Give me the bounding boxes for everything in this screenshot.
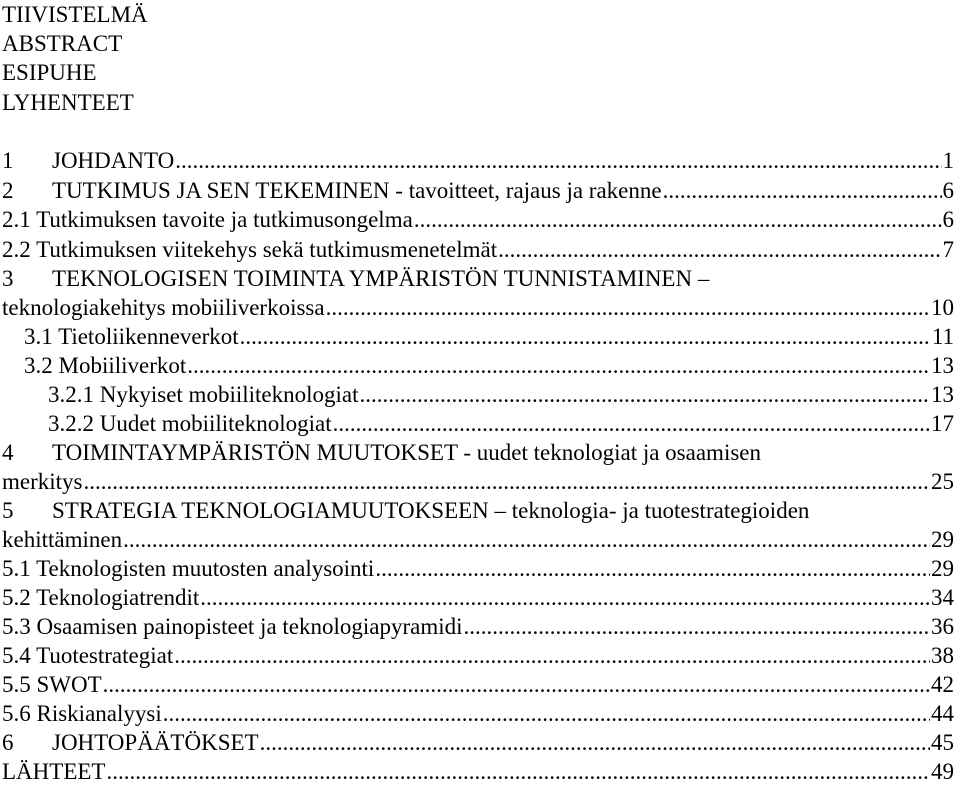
toc-title: kehittäminen <box>2 527 123 552</box>
toc-entry-5-6[interactable] <box>2 699 954 728</box>
toc-entry-4[interactable] <box>2 438 954 467</box>
toc-title: 2.2 Tutkimuksen viitekehys sekä tutkimusmenetelmät <box>2 237 498 262</box>
toc-entry-5-2[interactable] <box>2 583 954 612</box>
toc-number: 3 <box>2 266 14 291</box>
toc-leader <box>464 612 930 641</box>
front-matter-esipuhe[interactable]: ESIPUHE <box>2 60 97 85</box>
toc-page: 38 <box>931 643 954 668</box>
toc-page: 29 <box>931 527 954 552</box>
toc-title: 5.3 Osaamisen painopisteet ja teknologiapyramidi <box>2 614 463 639</box>
toc-page: 45 <box>931 730 954 755</box>
toc-leader <box>375 554 930 583</box>
toc-title: 2.1 Tutkimuksen tavoite ja tutkimusongelma <box>2 207 413 232</box>
toc-leader <box>175 146 941 175</box>
toc-entry-4-continued[interactable] <box>2 467 954 496</box>
toc-entry-3-2-2[interactable] <box>2 409 954 438</box>
toc-entry-3[interactable] <box>2 264 954 293</box>
toc-leader <box>187 351 930 380</box>
toc-leader <box>163 699 930 728</box>
front-matter-abstract[interactable]: ABSTRACT <box>2 31 123 56</box>
toc-leader <box>663 176 942 205</box>
toc-title: 5.1 Teknologisten muutosten analysointi <box>2 556 375 581</box>
toc-page: 13 <box>931 353 954 378</box>
toc-page: 42 <box>931 672 954 697</box>
toc-entry-3-2-1[interactable] <box>2 380 954 409</box>
toc-leader <box>414 205 942 234</box>
toc-entry-3-1[interactable] <box>2 322 954 351</box>
toc-entry-5-4[interactable] <box>2 641 954 670</box>
toc-number: 5 <box>2 498 14 523</box>
toc-title: 5.4 Tuotestrategiat <box>2 643 174 668</box>
toc-page: 1 <box>942 148 954 173</box>
toc-entry-5[interactable] <box>2 496 954 525</box>
front-matter-tiivistelma[interactable]: TIIVISTELMÄ <box>2 2 148 27</box>
toc-leader <box>123 525 930 554</box>
toc-entry-5-1[interactable] <box>2 554 954 583</box>
toc-page: 6 <box>942 207 954 232</box>
toc-title: JOHTOPÄÄTÖKSET <box>52 730 259 755</box>
toc-entry-3-continued[interactable] <box>2 293 954 322</box>
toc-title: LÄHTEET <box>2 759 106 784</box>
toc-entry-2-1[interactable] <box>2 205 954 234</box>
toc-leader <box>326 293 930 322</box>
toc-leader <box>103 670 930 699</box>
toc-page: 17 <box>931 411 954 436</box>
toc-entry-2-2[interactable] <box>2 235 954 264</box>
toc-page: 49 <box>931 759 954 784</box>
toc-page: 36 <box>931 614 954 639</box>
toc-number: 6 <box>2 730 14 755</box>
toc-title: TUTKIMUS JA SEN TEKEMINEN - tavoitteet, rajaus ja rakenne <box>52 178 662 203</box>
toc-title: TEKNOLOGISEN TOIMINTA YMPÄRISTÖN TUNNISTAMINEN – <box>52 266 710 291</box>
toc-page: 34 <box>931 585 954 610</box>
toc-leader <box>260 728 930 757</box>
toc-title: 5.5 SWOT <box>2 672 102 697</box>
toc-page: 29 <box>931 556 954 581</box>
toc-entry-6[interactable] <box>2 728 954 757</box>
toc-entry-2[interactable] <box>2 176 954 205</box>
toc-title: teknologiakehitys mobiiliverkoissa <box>2 295 325 320</box>
toc-page: 13 <box>931 382 954 407</box>
toc-entry-5-3[interactable] <box>2 612 954 641</box>
toc-title: 3.2.1 Nykyiset mobiiliteknologiat <box>48 382 359 407</box>
toc-title: 5.6 Riskianalyysi <box>2 701 162 726</box>
toc-title: JOHDANTO <box>52 148 175 173</box>
toc-title: 3.1 Tietoliikenneverkot <box>24 324 239 349</box>
toc-leader <box>333 409 930 438</box>
toc-entry-5-continued[interactable] <box>2 525 954 554</box>
toc-page: 10 <box>931 295 954 320</box>
toc-page: 7 <box>942 237 954 262</box>
toc-leader <box>498 235 941 264</box>
toc-entry-1[interactable] <box>2 146 954 175</box>
toc-leader <box>84 467 931 496</box>
toc-page: 11 <box>931 324 954 349</box>
toc-entry-3-2[interactable] <box>2 351 954 380</box>
toc-title: 3.2 Mobiiliverkot <box>24 353 187 378</box>
toc-leader <box>174 641 930 670</box>
front-matter-lyhenteet[interactable]: LYHENTEET <box>2 90 134 115</box>
toc-leader <box>240 322 931 351</box>
toc-title: TOIMINTAYMPÄRISTÖN MUUTOKSET - uudet teknologiat ja osaamisen <box>52 440 761 465</box>
toc-title: merkitys <box>2 469 83 494</box>
toc-page: 25 <box>931 469 954 494</box>
toc-number: 2 <box>2 178 14 203</box>
toc-number: 1 <box>2 148 14 173</box>
toc-leader <box>200 583 930 612</box>
toc-page: 44 <box>931 701 954 726</box>
toc-page: 6 <box>942 178 954 203</box>
toc-entry-lahteet[interactable] <box>2 757 954 786</box>
toc-number: 4 <box>2 440 14 465</box>
toc-title: 3.2.2 Uudet mobiiliteknologiat <box>48 411 332 436</box>
toc-entry-5-5[interactable] <box>2 670 954 699</box>
toc-leader <box>359 380 930 409</box>
toc-leader <box>106 757 930 786</box>
toc-title: STRATEGIA TEKNOLOGIAMUUTOKSEEN – teknologia- ja tuotestrategioiden <box>52 498 810 523</box>
toc-title: 5.2 Teknologiatrendit <box>2 585 200 610</box>
